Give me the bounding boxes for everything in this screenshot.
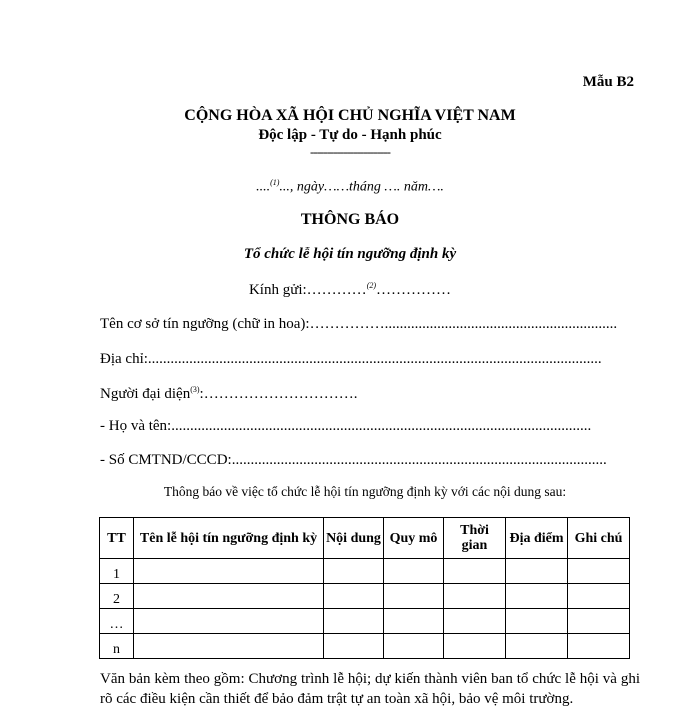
- header-rule: ------------------------: [310, 144, 390, 159]
- place-date-line: [0, 178, 700, 196]
- row-number: …: [100, 609, 134, 634]
- table-cell: [134, 609, 324, 634]
- address-field: Địa chỉ:.........................................................................................................................: [100, 351, 602, 367]
- header-location: Địa điểm: [506, 518, 568, 559]
- header-festival-name: Tên lễ hội tín ngưỡng định kỳ: [134, 518, 324, 559]
- table-cell: [568, 584, 630, 609]
- table-cell: [444, 634, 506, 659]
- table-cell: [506, 609, 568, 634]
- header-content: Nội dung: [324, 518, 384, 559]
- table-row: [100, 584, 630, 609]
- full-name-field: - Họ và tên:................................................................................................................: [100, 418, 592, 434]
- table-cell: [506, 559, 568, 584]
- table-cell: [134, 634, 324, 659]
- table-cell: [324, 609, 384, 634]
- header-scale: Quy mô: [384, 518, 444, 559]
- row-number: n: [100, 634, 134, 659]
- table-cell: [506, 634, 568, 659]
- table-cell: [444, 584, 506, 609]
- date-footnote-marker: (1): [270, 178, 280, 187]
- recipient-label: Kính gửi:…………: [248, 282, 367, 298]
- table-cell: [444, 609, 506, 634]
- table-row: [100, 609, 630, 634]
- table-cell: [568, 609, 630, 634]
- national-motto: Độc lập - Tự do - Hạnh phúc: [258, 127, 442, 143]
- header-time: Thời gian: [444, 518, 506, 559]
- table-intro: Thông báo về việc tổ chức lễ hội tín ngưỡng định kỳ với các nội dung sau:: [163, 484, 567, 499]
- representative-label: Người đại diện: [100, 386, 191, 402]
- table-row: [100, 559, 630, 584]
- table-row: [100, 634, 630, 659]
- representative-field: [100, 385, 630, 403]
- header-notes: Ghi chú: [568, 518, 630, 559]
- representative-footnote-marker: (3): [190, 385, 200, 394]
- recipient-line: [0, 281, 700, 299]
- table-cell: [324, 559, 384, 584]
- table-header-row: [100, 518, 630, 559]
- table-cell: [324, 634, 384, 659]
- header-tt: TT: [100, 518, 134, 559]
- table-cell: [134, 584, 324, 609]
- table-cell: [324, 584, 384, 609]
- table-cell: [568, 559, 630, 584]
- table-cell: [384, 559, 444, 584]
- date-prefix: ....: [256, 179, 271, 195]
- form-code: Mẫu B2: [582, 74, 634, 90]
- attachment-note: Văn bản kèm theo gồm: Chương trình lễ hội; dự kiến thành viên ban tổ chức lễ hội và ghi rõ các điều kiện cần thiết để bảo đảm trật tự an toàn xã hội, bảo vệ môi trường.: [100, 671, 640, 707]
- table-cell: [384, 584, 444, 609]
- nation-title: CỘNG HÒA XÃ HỘI CHỦ NGHĨA VIỆT NAM: [184, 107, 516, 124]
- id-number-field: - Số CMTND/CCCD:....................................................................................................: [100, 452, 607, 468]
- row-number: 1: [100, 559, 134, 584]
- festival-table: [99, 517, 630, 659]
- recipient-blank: ……………: [376, 282, 452, 298]
- table-cell: [384, 609, 444, 634]
- table-cell: [134, 559, 324, 584]
- establishment-name-field: Tên cơ sở tín ngưỡng (chữ in hoa):……………..............................................................: [100, 316, 618, 332]
- table-cell: [444, 559, 506, 584]
- row-number: 2: [100, 584, 134, 609]
- representative-blank: :………………………….: [199, 386, 358, 402]
- date-text: ..., ngày……tháng …. năm….: [279, 179, 444, 195]
- table-cell: [384, 634, 444, 659]
- recipient-footnote-marker: (2): [366, 281, 377, 290]
- table-cell: [506, 584, 568, 609]
- document-subtitle: Tổ chức lễ hội tín ngưỡng định kỳ: [243, 246, 457, 262]
- table-cell: [568, 634, 630, 659]
- document-title: THÔNG BÁO: [300, 211, 400, 228]
